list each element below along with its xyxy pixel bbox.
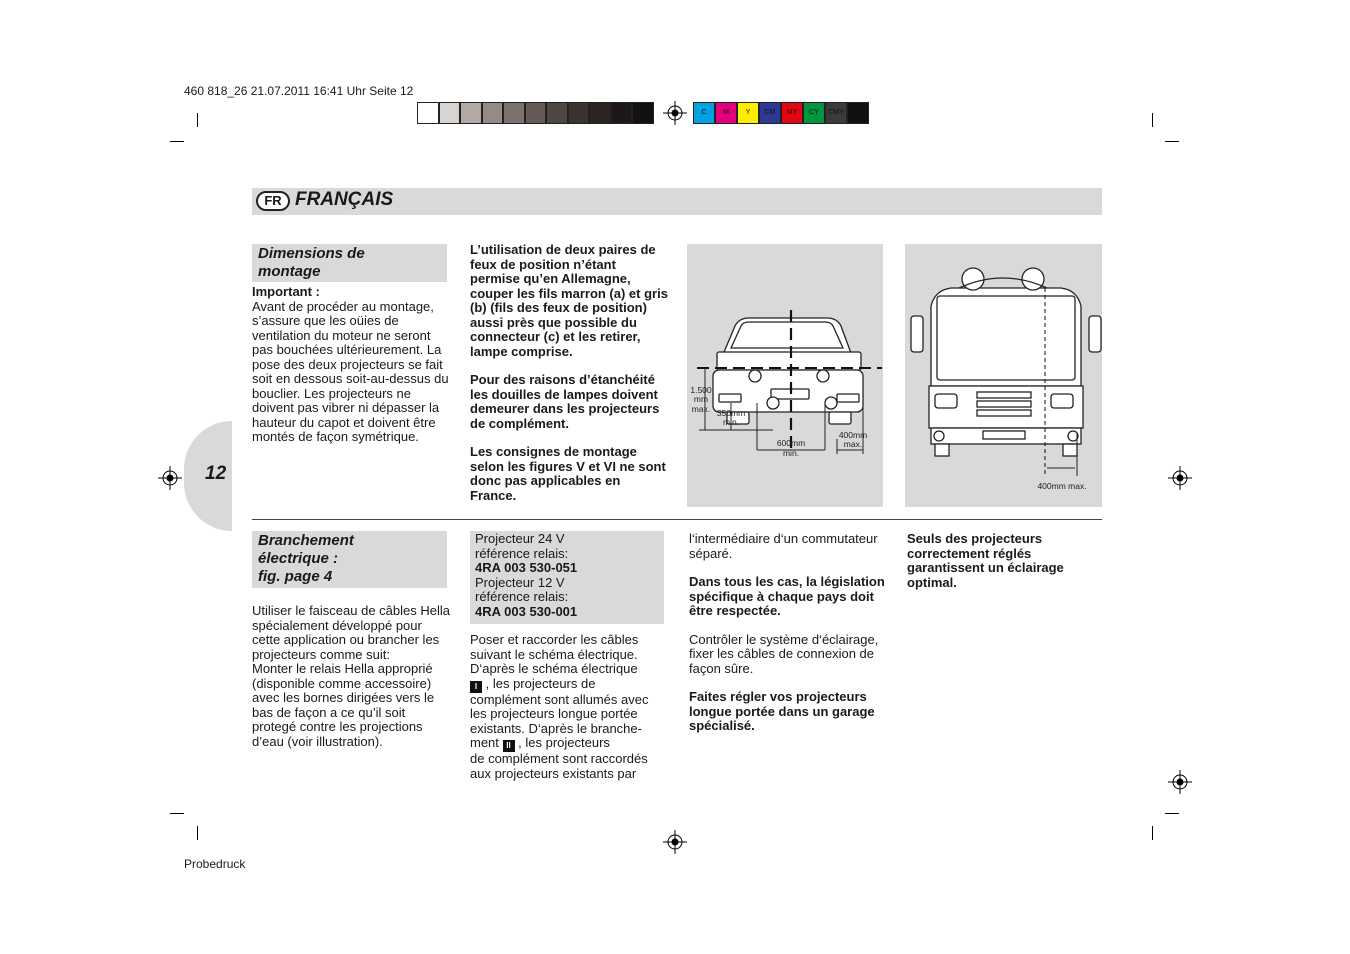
gray-patch xyxy=(460,102,482,124)
dim-label: min. xyxy=(782,448,800,458)
column3-text xyxy=(689,532,889,734)
gray-patch xyxy=(589,102,611,124)
heading-line: montage xyxy=(258,263,321,280)
relay-part-number: 4RA 003 530-001 xyxy=(475,603,578,619)
crop-mark xyxy=(1152,826,1153,840)
color-patch: C xyxy=(693,102,715,124)
dim-label: 1.500 xyxy=(690,385,712,395)
text-line: , les projecteurs xyxy=(518,735,610,750)
dim-label: min. xyxy=(722,417,740,427)
section-dimensions-text xyxy=(252,285,450,445)
heading-line: Dimensions de xyxy=(258,245,365,262)
column4-text xyxy=(907,532,1092,590)
text-line: D‘après le schéma électrique xyxy=(470,661,638,676)
section-heading-branchement xyxy=(252,531,447,588)
crop-mark xyxy=(170,141,184,142)
crop-mark xyxy=(197,113,198,127)
text-line: suivant le schéma électrique. xyxy=(470,646,638,662)
paragraph: Les consignes de montage selon les figures V et VI ne sont donc pas applicables en France. xyxy=(470,444,666,503)
language-code-badge: FR xyxy=(256,191,290,211)
registration-mark-icon xyxy=(1168,466,1192,490)
dimensions-body: Avant de procéder au montage, s’assure que les oüies de ventilation du moteur ne seront pas bouchées ultérieurement. La pose des deux projecteurs se fait soit en dessous soit-au-dessus du bouclier. Les projecteurs ne doivent pas vibrer ni dépasser la hauteur du capot et doivent être montés de façon symétrique. xyxy=(252,298,449,444)
paragraph: Monter le relais Hella approprié (disponible comme accessoire) avec les bornes dirigées vers le bas de façon a ce qu’il soit protegé contre les projections d’eau (voir illustration). xyxy=(252,661,435,749)
color-patch: MY xyxy=(781,102,803,124)
gray-patch xyxy=(525,102,547,124)
relay-line: Projecteur 12 V xyxy=(475,574,565,590)
paragraph: L’utilisation de deux paires de feux de position n’étant permise qu’en Allemagne, couper les fils marron (a) et gris (b) (fils des feux de position) aussi près que possible du connecteur (c) et les retirer, lampe comprise. xyxy=(470,242,668,359)
gray-patch xyxy=(417,102,439,124)
text-line: de complément sont raccordés xyxy=(470,751,648,766)
heading-line: Branchement xyxy=(258,532,354,549)
schema-i-icon: I xyxy=(470,681,482,693)
gray-patch xyxy=(546,102,568,124)
text-line: ment xyxy=(470,735,499,750)
gray-scale-bar xyxy=(417,102,654,124)
registration-mark-icon xyxy=(158,466,182,490)
car-front-illustration xyxy=(687,244,883,507)
dim-label: 600mm xyxy=(776,438,806,448)
color-patch: M xyxy=(715,102,737,124)
dim-label: 400mm xyxy=(838,430,868,440)
slug-line: 460 818_26 21.07.2011 16:41 Uhr Seite 12 xyxy=(184,84,414,98)
gray-patch xyxy=(482,102,504,124)
position-lights-text xyxy=(470,243,668,503)
language-title: FRANÇAIS xyxy=(295,189,394,210)
paragraph: l‘intermédiaire d‘un commutateur séparé. xyxy=(689,531,878,561)
gray-patch xyxy=(439,102,461,124)
footer-proof-label: Probedruck xyxy=(184,857,246,871)
paragraph: Utiliser le faisceau de câbles Hella spécialement développé pour cette application ou brancher les projecteurs comme suit: xyxy=(252,603,450,662)
page-number: 12 xyxy=(205,463,227,484)
color-patch: CM xyxy=(759,102,781,124)
text-line: Poser et raccorder les câbles xyxy=(470,632,639,647)
dim-label: mm xyxy=(693,394,709,404)
crop-mark xyxy=(197,826,198,840)
crop-mark xyxy=(1165,141,1179,142)
wiring-instructions-text xyxy=(470,633,668,781)
gray-patch xyxy=(568,102,590,124)
crop-mark xyxy=(170,813,184,814)
paragraph: Pour des raisons d’étanchéité les douilles de lampes doivent demeurer dans les projecteurs de complément. xyxy=(470,372,660,431)
color-patch: Y xyxy=(737,102,759,124)
car-mounting-figure xyxy=(687,244,883,507)
gray-patch xyxy=(611,102,633,124)
truck-mounting-figure xyxy=(905,244,1102,507)
section-heading-dimensions xyxy=(252,244,447,282)
color-patch: CMY xyxy=(825,102,847,124)
heading-line: fig. page 4 xyxy=(258,568,333,585)
registration-mark-icon xyxy=(1168,770,1192,794)
relay-line: référence relais: xyxy=(475,589,569,604)
dim-label: 350mm xyxy=(716,408,746,418)
section-divider xyxy=(252,519,1102,520)
dim-label: max. xyxy=(691,404,711,414)
crop-mark xyxy=(1152,113,1153,127)
registration-mark-icon xyxy=(663,830,687,854)
dim-label: max. xyxy=(843,439,863,449)
text-line: les projecteurs longue portée xyxy=(470,706,638,721)
gray-patch xyxy=(632,102,654,124)
paragraph: Seuls des projecteurs correctement réglés garantissent un éclairage optimal. xyxy=(907,531,1064,590)
important-label: Important : xyxy=(252,284,320,299)
truck-front-illustration xyxy=(905,244,1102,507)
section-branchement-text xyxy=(252,604,451,749)
paragraph: Dans tous les cas, la législation spécifique à chaque pays doit être respectée. xyxy=(689,574,885,618)
color-patch: CY xyxy=(803,102,825,124)
text-line: , les projecteurs de xyxy=(485,675,596,691)
gray-patch xyxy=(503,102,525,124)
heading-line: électrique : xyxy=(258,550,339,567)
schema-ii-icon: II xyxy=(503,740,515,752)
text-line: existants. D‘après le branche- xyxy=(470,720,642,736)
color-patch: K xyxy=(847,102,869,124)
text-line: complément sont allumés avec xyxy=(470,691,649,707)
paragraph: Faites régler vos projecteurs longue portée dans un garage spécialisé. xyxy=(689,689,875,733)
color-control-bar xyxy=(693,102,869,124)
dim-label: 400mm max. xyxy=(1037,481,1087,491)
crop-mark xyxy=(1165,813,1179,814)
text-line: aux projecteurs existants par xyxy=(470,765,637,781)
registration-mark-icon xyxy=(663,101,687,125)
paragraph: Contrôler le système d‘éclairage, fixer les câbles de connexion de façon sûre. xyxy=(689,631,879,676)
relay-reference-box xyxy=(470,531,664,624)
relay-line: Projecteur 24 V xyxy=(475,531,565,546)
relay-line: référence relais: xyxy=(475,545,569,561)
relay-part-number: 4RA 003 530-051 xyxy=(475,560,578,575)
